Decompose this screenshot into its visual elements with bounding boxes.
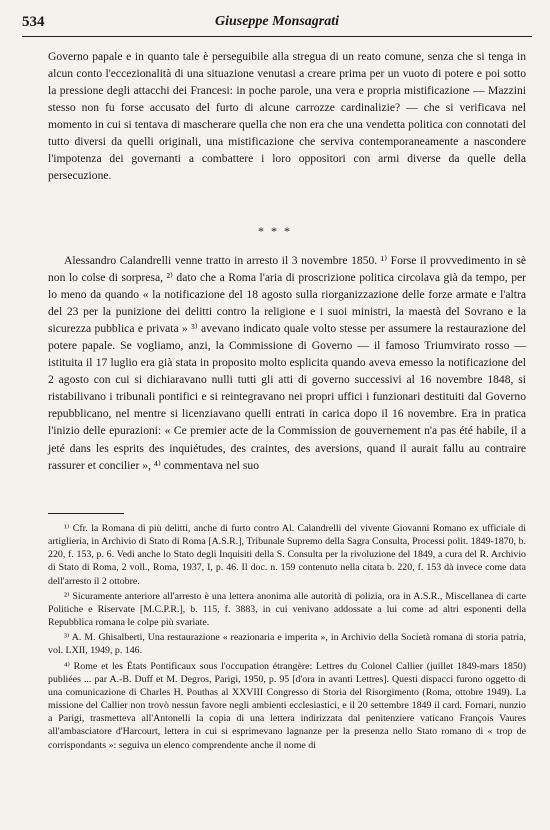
section-separator: * * * [258, 224, 292, 238]
footnotes [48, 522, 526, 752]
running-title: Giuseppe Monsagrati [214, 14, 340, 29]
body-paragraph: Alessandro Calandrelli venne tratto in arresto il 3 novembre 1850. ¹⁾ Forse il provvedimento in sè non lo colse di sorpresa, ²⁾ dato che a Roma l'aria di proscrizione politica circolava già da tempo, per lo meno da quando « la notificazione del 18 agosto sulla riorganizzazione delle forze armate e l'altra del 23 per la punizione dei delitti contro la religione e i suoi ministri, la maestà del Sovrano e la sicurezza pubblica e privata » ³⁾ avevano indicato quale volto stesse per assumere la restaurazione del potere papale. Se vogliamo, anzi, la Commissione di Governo — il famoso Triumvirato rosso — istituita il 17 luglio era già stata in proposito molto esplicita quando aveva emesso la notificazione del 2 agosto con cui si dichiaravano nulli tutti gli atti di governo successivi al 16 novembre 1848, si ristabilivano i tribunali pontifici e si reintegravano nei propri uffici i funzionari destituiti dal Governo repubblicano, nel mentre si licenziavano quelli entrati in carica dopo il 16 novembre. Era in pratica l'inizio delle epurazioni: « Ce premier acte de la Commission de gouvernement n'a pas été habile, il a jeté dans les esprits des inquiétudes, des craintes, des aversions, quand il aurait fallu au contraire rassurer et concilier », ⁴⁾ commentava nel suo [48, 254, 526, 472]
page-header [22, 12, 532, 37]
body-paragraph: Governo papale e in quanto tale è perseguibile alla stregua di un reato comune, senza che si tenga in alcun conto l'eccezionalità di una situazione venutasi a creare prima per un vuoto di potere e poi sotto la pressione degli attacchi dei Francesi: in poche parole, una vera e propria mistificazione — Mazzini stesso non fu forse accusato del furto di alcune carrozze cardinalizie? — che si verificava nel momento in cui si tentava di mascherare quella che non era che una vendetta politica con connotati del tutto diversi da quelli originali, una mistificazione che serviva contemporaneamente a nascondere l'impotenza dei governanti a combattere i loro oppositori con armi diverse da quelle della persecuzione. [48, 50, 526, 183]
footnote: ²⁾ Sicuramente anteriore all'arresto è una lettera anonima alle autorità di polizia, ora in A.S.R., Miscellanea di carte Politiche e Riservate [M.C.P.R.], b. 115, f. 3883, in cui venivano addossate a lui come ad altri esponenti della Repubblica romana le colpe più svariate. [48, 590, 526, 629]
page-number: 534 [22, 14, 45, 30]
footnote: ¹⁾ Cfr. la Romana di più delitti, anche di furto contro Al. Calandrelli del vivente Giovanni Romano ex ufficiale di artiglieria, in Archivio di Stato di Roma [A.S.R.], Tribunale Supremo della Sagra Consulta, Processi polit. 1849-1870, b. 220, f. 153, p. 6. Vedi anche lo Stato degli Inquisiti della S. Consulta per la rivoluzione del 1849, a cura del R. Archivio di Stato di Roma, 2 voll., Roma, 1937, I, p. 46. Il doc. n. 159 contenuto nella citata b. 220, f. 153 dà invece come data dell'arresto il 2 ottobre. [48, 523, 526, 587]
footnote: ⁴⁾ Rome et les États Pontificaux sous l'occupation étrangère: Lettres du Colonel Callier (juillet 1849-mars 1850) publiées ... par A.-B. Duff et M. Degros, Parigi, 1950, p. 95 [d'ora in avanti Lettres]. Questi dispacci furono oggetto di una comunicazione di Charles H. Pouthas al XXVIII Congresso di Storia del Risorgimento (Roma, ottobre 1949). La missione del Callier non trovò nessun favore negli ambienti ecclesiastici, e il 20 settembre 1849 il card. Fornari, nunzio a Parigi, trasmetteva all'Antonelli la copia di una lettera indirizzata dal penitenziere vaticano François Vaures all'ambasciatore d'Harcourt, lettera in cui si esprimevano lagnanze per la presenza nello Stato romano di « trop de corrispondants »: seguiva un elenco comprendente anche il nome di [48, 660, 526, 751]
footnote: ³⁾ A. M. Ghisalberti, Una restaurazione « reazionaria e imperita », in Archivio della Società romana di storia patria, vol. LXII, 1949, p. 146. [48, 632, 526, 657]
footnote-rule [48, 513, 124, 514]
